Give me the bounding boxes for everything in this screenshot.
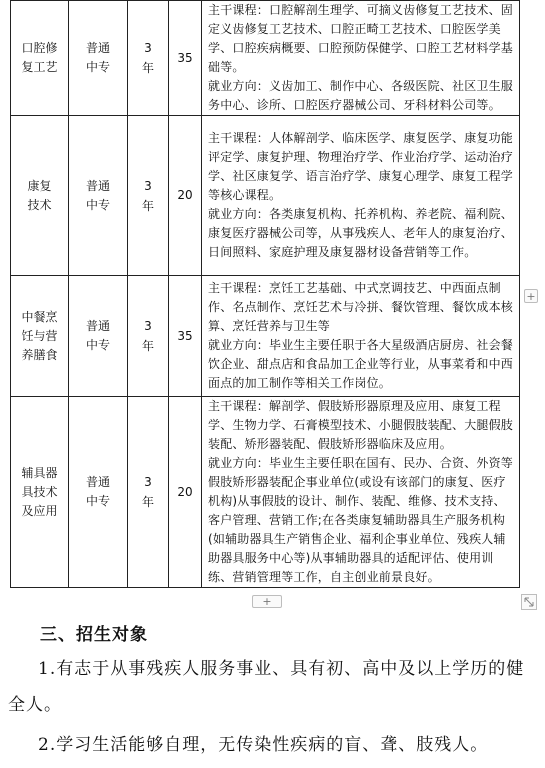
course-name-cell [11,116,69,276]
duration: 3 年 [141,178,154,213]
education-level: 普通 中专 [85,178,110,212]
enrollment-count: 20 [177,484,193,499]
career-direction-text: 就业方向：各类康复机构、托养机构、养老院、福利院、康复医疗器械公司等，从事残疾人、老年人的康复治疗、日间照料、家庭护理及康复器材设备营销等工作。 [208,207,514,259]
eligibility-text-2: 2.学习生活能够自理，无传染性疾病的盲、聋、肢残人。 [38,735,489,755]
education-level-cell [69,276,128,397]
course-name-cell [11,276,69,397]
table-row [11,397,520,588]
enrollment-count: 20 [177,188,193,202]
course-description-cell [202,397,520,588]
duration: 3 年 [141,41,154,75]
table-row [11,116,520,276]
main-courses-text: 主干课程：人体解剖学、临床医学、康复医学、康复功能评定学、康复护理、物理治疗学、作业治疗学、运动治疗学、社区康复学、语言治疗学、康复心理学、康复工程学等核心课程。 [208,131,514,202]
course-name-cell [11,397,69,588]
education-level-cell [69,397,128,588]
table-resize-icon[interactable] [521,594,537,610]
duration: 3 年 [141,319,154,353]
career-direction-text: 就业方向：义齿加工、制作中心、各级医院、社区卫生服务中心、诊所、口腔医疗器械公司、牙科材料公司等。 [208,79,514,112]
enrollment-count-cell [169,397,202,588]
table-row [11,1,520,116]
eligibility-paragraph-1 [8,651,540,723]
main-courses-text: 主干课程：口腔解剖生理学、可摘义齿修复工艺技术、固定义齿修复工艺技术、口腔正畸工艺技术、口腔医学美学、口腔疾病概要、口腔预防保健学、口腔工艺材料学基础等。 [208,3,514,74]
course-name: 康复 技术 [27,178,52,212]
course-name-cell [11,1,69,116]
duration: 3 年 [141,475,154,509]
enrollment-count-cell [169,116,202,276]
duration-cell [128,1,169,116]
course-name: 口腔修 复工艺 [21,41,58,74]
course-table [10,0,520,588]
education-level: 普通 中专 [85,475,110,508]
education-level-cell [69,116,128,276]
eligibility-paragraph-2 [8,727,540,763]
duration-cell [128,397,169,588]
enrollment-count: 35 [177,50,193,65]
course-name: 中餐烹 饪与营 养膳食 [21,309,58,362]
add-column-button[interactable]: + [524,289,538,303]
add-row-button[interactable]: + [252,595,282,608]
eligibility-text-1: 1.有志于从事残疾人服务事业、具有初、高中及以上学历的健全人。 [8,659,525,715]
section-heading: 三、招生对象 [40,625,148,645]
course-description-cell [202,1,520,116]
table-row [11,276,520,397]
course-description-cell [202,116,520,276]
course-description-cell [202,276,520,397]
duration-cell [128,276,169,397]
education-level-cell [69,1,128,116]
enrollment-count: 35 [177,328,193,343]
enrollment-count-cell [169,1,202,116]
course-name: 辅具器 具技术 及应用 [21,465,58,518]
education-level: 普通 中专 [85,41,110,74]
main-courses-text: 主干课程：烹饪工艺基础、中式烹调技艺、中西面点制作、名点制作、烹饪艺术与冷拼、餐饮管理、餐饮成本核算、烹饪营养与卫生等 [208,281,514,333]
enrollment-count-cell [169,276,202,397]
career-direction-text: 就业方向：毕业生主要任职在国有、民办、合资、外资等假肢矫形器装配企事业单位(或设有该部门的康复、医疗机构)从事假肢的设计、制作、装配、维修、技术支持、客户管理、营销工作;在各类康复辅助器具生产服务机构(如辅助器具生产销售企业、福利企事业单位、残疾人辅助器具服务中心等)从事辅助器具的适配评估、使用训练、营销管理等工作，自主创业前景良好。 [208,456,514,584]
main-courses-text: 主干课程：解剖学、假肢矫形器原理及应用、康复工程学、生物力学、石膏模型技术、小腿假肢装配、大腿假肢装配、矫形器装配、假肢矫形器临床及应用。 [208,399,514,451]
career-direction-text: 就业方向：毕业生主要任职于各大星级酒店厨房、社会餐饮企业、甜点店和食品加工企业等行业，从事菜肴和中西面点的加工制作等相关工作岗位。 [208,338,514,390]
education-level: 普通 中专 [85,319,110,352]
duration-cell [128,116,169,276]
